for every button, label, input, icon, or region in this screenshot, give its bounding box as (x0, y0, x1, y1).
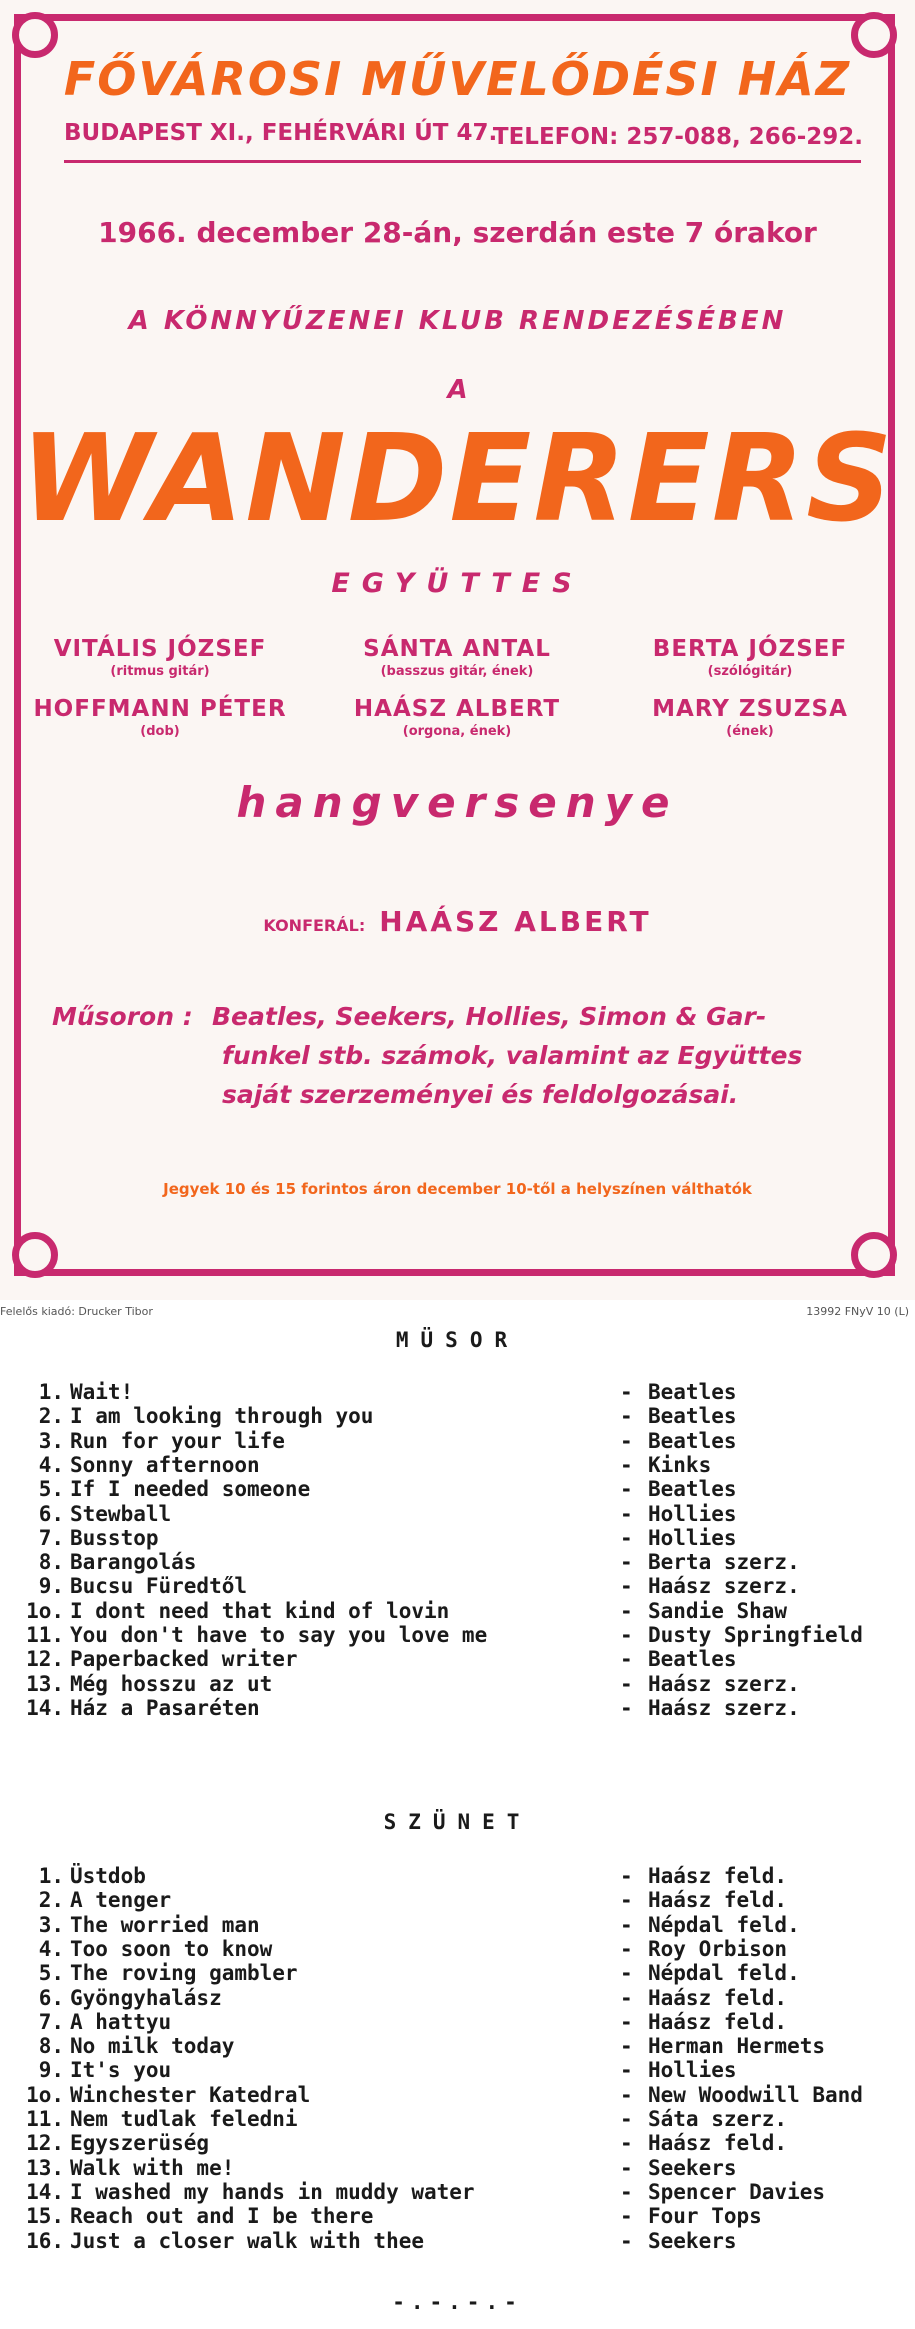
setlist-row (0, 1937, 915, 1961)
track-number: 7. (38, 1525, 64, 1550)
setlist-row (0, 1477, 915, 1501)
track-artist: Seekers (648, 2228, 737, 2253)
track-artist: Haász feld. (648, 1864, 788, 1888)
track-number: 2. (38, 1888, 64, 1913)
corner-ornament (851, 1232, 897, 1278)
track-artist: Hollies (648, 1525, 737, 1550)
member (620, 636, 880, 679)
member (327, 696, 587, 739)
setlist-row (0, 2010, 915, 2034)
ticket-info: Jegyek 10 és 15 forintos áron december 10-től a helyszínen válthatók (163, 1180, 752, 1198)
track-title: Stewball (70, 1501, 172, 1526)
track-number: 1. (38, 1864, 64, 1888)
track-number: 7. (38, 2009, 64, 2034)
track-dash: - (620, 1985, 633, 2010)
setlist-row (0, 1550, 915, 1574)
intermission-title: SZÜNET (383, 1810, 532, 1834)
track-title: Reach out and I be there (70, 2204, 374, 2229)
track-dash: - (620, 1623, 633, 1647)
host-line (0, 905, 915, 938)
program-summary-line: Beatles, Seekers, Hollies, Simon & Gar- (212, 1002, 767, 1031)
setlist-row (0, 1526, 915, 1550)
track-title: Barangolás (70, 1550, 197, 1575)
ensemble-label: EGYÜTTES (331, 568, 584, 599)
track-artist: Beatles (648, 1477, 737, 1502)
track-dash: - (620, 2179, 633, 2204)
track-artist: Kinks (648, 1452, 712, 1477)
track-artist: Haász feld. (648, 2131, 788, 2156)
track-artist: Hollies (648, 1501, 737, 1526)
track-artist: Hollies (648, 2058, 737, 2083)
member-role: (orgona, ének) (402, 724, 512, 739)
track-title: You don't have to say you love me (70, 1623, 488, 1647)
track-number: 1o. (26, 1598, 64, 1623)
track-artist: Beatles (648, 1647, 737, 1672)
track-dash: - (620, 1380, 633, 1404)
track-dash: - (620, 1525, 633, 1550)
track-artist: Beatles (648, 1404, 737, 1429)
track-dash: - (620, 1671, 633, 1696)
member-role: (dob) (140, 724, 180, 739)
track-number: 3. (38, 1912, 64, 1937)
track-number: 16. (26, 2228, 64, 2253)
track-number: 9. (38, 1574, 64, 1599)
track-artist: New Woodwill Band (648, 2082, 863, 2107)
track-title: Nem tudlak feledni (70, 2107, 298, 2131)
track-title: Busstop (70, 1525, 159, 1550)
setlist-row (0, 1380, 915, 1404)
organizer-line: A KÖNNYŰZENEI KLUB RENDEZÉSÉBEN (128, 306, 787, 336)
track-title: Gyöngyhalász (70, 1985, 222, 2010)
track-artist: Roy Orbison (648, 1936, 788, 1961)
track-number: 2. (38, 1404, 64, 1429)
program-summary-line: saját szerzeményei és feldolgozásai. (222, 1080, 739, 1109)
setlist-row (0, 1599, 915, 1623)
track-dash: - (620, 2107, 633, 2131)
track-number: 12. (26, 1647, 64, 1672)
track-title: The roving gambler (70, 1961, 298, 1986)
track-number: 6. (38, 1501, 64, 1526)
track-number: 4. (38, 1936, 64, 1961)
track-title: Walk with me! (70, 2155, 235, 2180)
track-number: 13. (26, 2155, 64, 2180)
track-dash: - (620, 1912, 633, 1937)
member-role: (ritmus gitár) (110, 664, 210, 679)
track-number: 1o. (26, 2082, 64, 2107)
setlist-row (0, 1986, 915, 2010)
track-title: If I needed someone (70, 1477, 311, 1502)
track-artist: Népdal feld. (648, 1912, 800, 1937)
end-mark: -.-.-.- (392, 2290, 523, 2314)
setlist-row (0, 1913, 915, 1937)
concert-word: hangversenye (236, 778, 679, 827)
track-title: Wait! (70, 1380, 134, 1404)
setlist-row (0, 2083, 915, 2107)
event-date: 1966. december 28-án, szerdán este 7 órakor (98, 216, 817, 249)
setlist-row (0, 2131, 915, 2155)
track-title: The worried man (70, 1912, 260, 1937)
host-label: KONFERÁL: (263, 916, 366, 935)
track-number: 3. (38, 1428, 64, 1453)
setlist-row (0, 2229, 915, 2253)
track-title: Még hosszu az ut (70, 1671, 273, 1696)
track-dash: - (620, 1428, 633, 1453)
track-dash: - (620, 1936, 633, 1961)
venue-name: FŐVÁROSI MŰVELŐDÉSI HÁZ (63, 52, 852, 106)
track-number: 14. (26, 2179, 64, 2204)
band-article: A (447, 375, 468, 405)
track-dash: - (620, 1404, 633, 1429)
setlist-row (0, 1429, 915, 1453)
track-title: Paperbacked writer (70, 1647, 298, 1672)
track-title: It's you (70, 2058, 172, 2083)
track-number: 9. (38, 2058, 64, 2083)
setlist-row (0, 1453, 915, 1477)
setlist-row (0, 1404, 915, 1428)
track-artist: Four Tops (648, 2204, 762, 2229)
member (30, 636, 290, 679)
band-name: WANDERERS (20, 410, 895, 549)
setlist-row (0, 1647, 915, 1671)
imprint-publisher: Felelős kiadó: Drucker Tibor (0, 1305, 153, 1318)
track-dash: - (620, 1647, 633, 1672)
venue-address: BUDAPEST XI., FEHÉRVÁRI ÚT 47. (64, 120, 498, 146)
setlist-row (0, 1961, 915, 1985)
track-artist: Haász szerz. (648, 1695, 800, 1720)
track-title: Just a closer walk with thee (70, 2228, 425, 2253)
track-artist: Sandie Shaw (648, 1598, 788, 1623)
setlist-row (0, 2204, 915, 2228)
track-artist: Haász feld. (648, 2009, 788, 2034)
member-role: (basszus gitár, ének) (380, 664, 534, 679)
track-title: A tenger (70, 1888, 172, 1913)
imprint-code: 13992 FNyV 10 (L) (806, 1305, 909, 1318)
track-title: Run for your life (70, 1428, 285, 1453)
track-dash: - (620, 1598, 633, 1623)
setlist-row (0, 1696, 915, 1720)
member-name: HOFFMANN PÉTER (33, 696, 287, 722)
track-dash: - (620, 2034, 633, 2059)
track-dash: - (620, 2131, 633, 2156)
member-name: BERTA JÓZSEF (652, 636, 848, 662)
track-artist: Berta szerz. (648, 1550, 800, 1575)
track-number: 8. (38, 1550, 64, 1575)
setlist-row (0, 2180, 915, 2204)
track-title: I washed my hands in muddy water (70, 2179, 475, 2204)
track-number: 4. (38, 1452, 64, 1477)
track-dash: - (620, 2228, 633, 2253)
program-summary (52, 997, 872, 1114)
member-role: (szólógitár) (707, 664, 793, 679)
track-dash: - (620, 1452, 633, 1477)
track-title: Sonny afternoon (70, 1452, 260, 1477)
track-number: 1. (38, 1380, 64, 1404)
track-artist: Sáta szerz. (648, 2107, 788, 2131)
setlist-row (0, 1574, 915, 1598)
track-dash: - (620, 1695, 633, 1720)
track-number: 15. (26, 2204, 64, 2229)
track-title: No milk today (70, 2034, 235, 2059)
track-title: I dont need that kind of lovin (70, 1598, 450, 1623)
track-dash: - (620, 2204, 633, 2229)
track-dash: - (620, 2009, 633, 2034)
track-artist: Haász szerz. (648, 1574, 800, 1599)
venue-phone: TELEFON: 257-088, 266-292. (492, 124, 863, 150)
track-title: Egyszerüség (70, 2131, 210, 2156)
track-title: Bucsu Füredtől (70, 1574, 248, 1599)
track-artist: Haász szerz. (648, 1671, 800, 1696)
member-role: (ének) (726, 724, 774, 739)
member (620, 696, 880, 739)
track-artist: Herman Hermets (648, 2034, 826, 2059)
track-title: A hattyu (70, 2009, 172, 2034)
setlist-row (0, 1864, 915, 1888)
track-number: 5. (38, 1477, 64, 1502)
member-name: VITÁLIS JÓZSEF (53, 636, 267, 662)
track-number: 5. (38, 1961, 64, 1986)
member-name: HAÁSZ ALBERT (353, 696, 561, 722)
track-title: Üstdob (70, 1864, 146, 1888)
setlist-row (0, 1672, 915, 1696)
track-dash: - (620, 1574, 633, 1599)
track-number: 14. (26, 1695, 64, 1720)
track-dash: - (620, 1501, 633, 1526)
host-name: HAÁSZ ALBERT (379, 905, 652, 938)
corner-ornament (12, 1232, 58, 1278)
track-title: Winchester Katedral (70, 2082, 311, 2107)
track-title: I am looking through you (70, 1404, 374, 1429)
track-dash: - (620, 1477, 633, 1502)
track-number: 11. (26, 1623, 64, 1647)
member-name: MARY ZSUZSA (652, 696, 848, 722)
track-title: Too soon to know (70, 1936, 273, 1961)
setlist-row (0, 1888, 915, 1912)
track-dash: - (620, 2155, 633, 2180)
setlist-row (0, 1502, 915, 1526)
setlist-row (0, 2156, 915, 2180)
track-number: 12. (26, 2131, 64, 2156)
program-title: MÜSOR (395, 1328, 520, 1352)
track-artist: Haász feld. (648, 1985, 788, 2010)
track-artist: Dusty Springfield (648, 1623, 863, 1647)
setlist-row (0, 2058, 915, 2082)
member (327, 636, 587, 679)
member (30, 696, 290, 739)
track-artist: Haász feld. (648, 1888, 788, 1913)
track-dash: - (620, 2058, 633, 2083)
track-number: 8. (38, 2034, 64, 2059)
track-dash: - (620, 1550, 633, 1575)
track-dash: - (620, 1888, 633, 1913)
track-artist: Beatles (648, 1428, 737, 1453)
track-number: 6. (38, 1985, 64, 2010)
track-artist: Spencer Davies (648, 2179, 826, 2204)
track-artist: Beatles (648, 1380, 737, 1404)
track-artist: Népdal feld. (648, 1961, 800, 1986)
track-artist: Seekers (648, 2155, 737, 2180)
member-name: SÁNTA ANTAL (363, 636, 551, 662)
track-number: 13. (26, 1671, 64, 1696)
track-dash: - (620, 1864, 633, 1888)
header-divider (64, 160, 861, 163)
track-dash: - (620, 2082, 633, 2107)
setlist-row (0, 1623, 915, 1647)
track-number: 11. (26, 2107, 64, 2131)
program-summary-line: funkel stb. számok, valamint az Együttes (222, 1041, 803, 1070)
track-dash: - (620, 1961, 633, 1986)
track-title: Ház a Pasaréten (70, 1695, 260, 1720)
setlist-row (0, 2034, 915, 2058)
program-summary-label: Műsoron : (52, 1002, 193, 1031)
setlist-row (0, 2107, 915, 2131)
